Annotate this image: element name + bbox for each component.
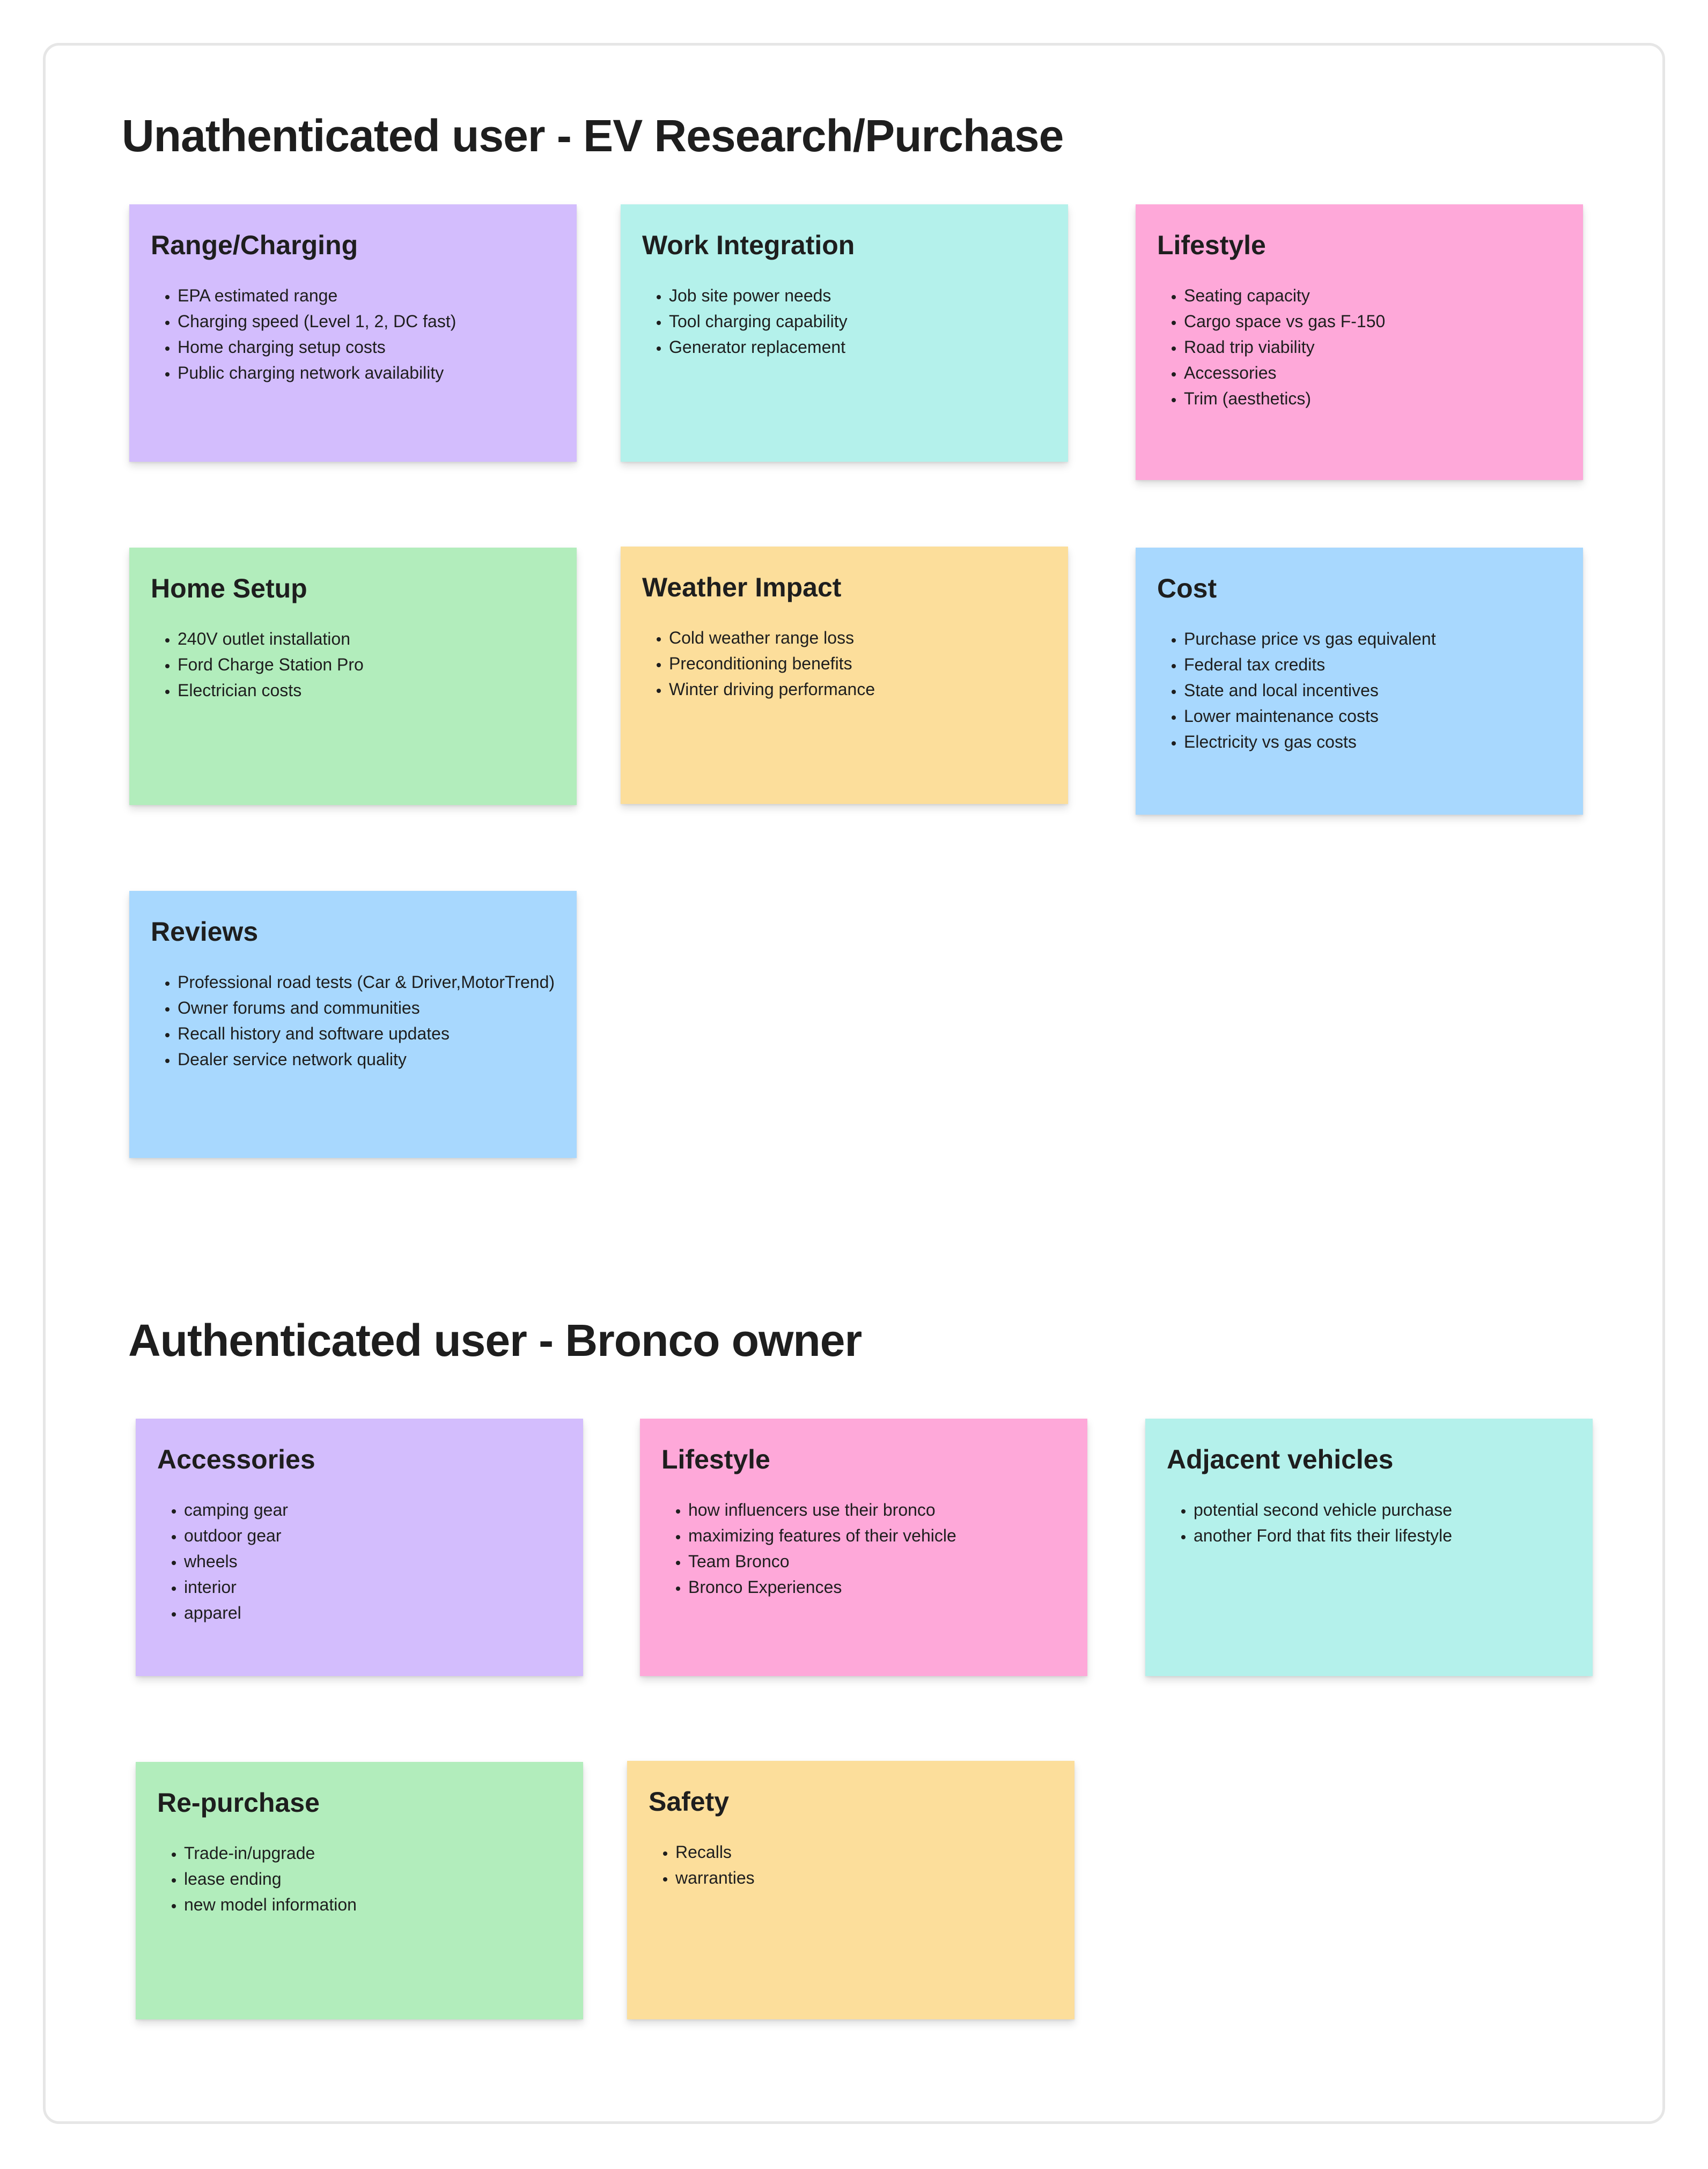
note-bullet-item: • Owner forums and communities: [178, 995, 555, 1021]
note-bullet-item: • Seating capacity: [1184, 283, 1562, 308]
note-title: Lifestyle: [1157, 230, 1266, 260]
sticky-note-cost[interactable]: [1136, 548, 1583, 815]
sticky-note-lifestyle[interactable]: [1136, 204, 1583, 480]
note-bullet-item: • Lower maintenance costs: [1184, 703, 1562, 729]
note-bullet-list: [157, 1497, 562, 1626]
sticky-note-home-setup[interactable]: [129, 548, 577, 805]
note-bullet-list: [642, 283, 1047, 360]
note-title: Work Integration: [642, 230, 855, 260]
note-title: Reviews: [151, 917, 259, 947]
note-bullet-item: • Preconditioning benefits: [669, 651, 1047, 676]
note-bullet-item: • Tool charging capability: [669, 308, 1047, 334]
sticky-note-lifestyle[interactable]: [640, 1419, 1087, 1676]
note-bullet-item: • Winter driving performance: [669, 676, 1047, 702]
note-title: Adjacent vehicles: [1167, 1444, 1394, 1474]
note-bullet-item: • interior: [184, 1574, 562, 1600]
note-bullet-item: • outdoor gear: [184, 1523, 562, 1548]
note-title: Range/Charging: [151, 230, 358, 260]
sticky-note-range-charging[interactable]: [129, 204, 577, 462]
note-bullet-item: • Cold weather range loss: [669, 625, 1047, 651]
sticky-note-accessories[interactable]: [136, 1419, 583, 1676]
whiteboard-frame: [43, 43, 1665, 2124]
note-bullet-item: • Bronco Experiences: [688, 1574, 1066, 1600]
note-bullet-item: • Recalls: [675, 1839, 1053, 1865]
note-bullet-item: • Dealer service network quality: [178, 1046, 555, 1072]
note-bullet-item: • Team Bronco: [688, 1548, 1066, 1574]
note-bullet-list: [642, 625, 1047, 702]
note-bullet-item: • Electricity vs gas costs: [1184, 729, 1562, 755]
note-bullet-item: • new model information: [184, 1892, 562, 1917]
note-bullet-item: • Accessories: [1184, 360, 1562, 386]
note-bullet-item: • wheels: [184, 1548, 562, 1574]
sticky-note-adjacent-vehicles[interactable]: [1145, 1419, 1593, 1676]
sticky-note-safety[interactable]: [627, 1761, 1074, 2019]
note-bullet-item: • 240V outlet installation: [178, 626, 555, 652]
note-title: Cost: [1157, 573, 1217, 603]
note-bullet-list: [151, 626, 555, 703]
note-bullet-item: • Electrician costs: [178, 677, 555, 703]
note-bullet-item: • Recall history and software updates: [178, 1021, 555, 1046]
sticky-note-re-purchase[interactable]: [136, 1762, 583, 2019]
note-bullet-list: [661, 1497, 1066, 1600]
note-bullet-list: [1157, 283, 1562, 411]
note-bullet-item: • State and local incentives: [1184, 677, 1562, 703]
note-bullet-item: • Home charging setup costs: [178, 334, 555, 360]
note-bullet-item: • lease ending: [184, 1866, 562, 1892]
note-title: Home Setup: [151, 573, 307, 603]
note-bullet-item: • Job site power needs: [669, 283, 1047, 308]
note-bullet-item: • maximizing features of their vehicle: [688, 1523, 1066, 1548]
note-bullet-list: [157, 1840, 562, 1917]
note-bullet-list: [151, 283, 555, 386]
section-title-authenticated: Authenticated user - Bronco owner: [128, 1315, 862, 1366]
note-bullet-item: • Ford Charge Station Pro: [178, 652, 555, 677]
note-bullet-list: [649, 1839, 1053, 1891]
note-bullet-item: • Cargo space vs gas F-150: [1184, 308, 1562, 334]
note-title: Safety: [649, 1787, 730, 1817]
note-bullet-item: • Trim (aesthetics): [1184, 386, 1562, 411]
note-bullet-item: • Public charging network availability: [178, 360, 555, 386]
note-bullet-item: • camping gear: [184, 1497, 562, 1523]
note-bullet-list: [1167, 1497, 1571, 1548]
note-title: Lifestyle: [661, 1444, 770, 1474]
note-bullet-item: • apparel: [184, 1600, 562, 1626]
sticky-note-weather-impact[interactable]: [621, 547, 1068, 804]
note-title: Accessories: [157, 1444, 315, 1474]
note-bullet-item: • Generator replacement: [669, 334, 1047, 360]
note-bullet-item: • EPA estimated range: [178, 283, 555, 308]
note-bullet-item: • Trade-in/upgrade: [184, 1840, 562, 1866]
note-title: Re-purchase: [157, 1788, 320, 1818]
note-bullet-item: • Road trip viability: [1184, 334, 1562, 360]
note-bullet-item: • warranties: [675, 1865, 1053, 1891]
note-bullet-list: [151, 969, 555, 1072]
note-bullet-item: • how influencers use their bronco: [688, 1497, 1066, 1523]
note-bullet-list: [1157, 626, 1562, 755]
note-bullet-item: • Professional road tests (Car & Driver,MotorTrend): [178, 969, 555, 995]
note-bullet-item: • Charging speed (Level 1, 2, DC fast): [178, 308, 555, 334]
note-bullet-item: • another Ford that fits their lifestyle: [1194, 1523, 1571, 1548]
sticky-note-reviews[interactable]: [129, 891, 577, 1158]
note-bullet-item: • Purchase price vs gas equivalent: [1184, 626, 1562, 652]
section-title-unauthenticated: Unathenticated user - EV Research/Purchase: [122, 110, 1064, 161]
sticky-note-work-integration[interactable]: [621, 204, 1068, 462]
note-bullet-item: • potential second vehicle purchase: [1194, 1497, 1571, 1523]
note-title: Weather Impact: [642, 572, 842, 602]
note-bullet-item: • Federal tax credits: [1184, 652, 1562, 677]
